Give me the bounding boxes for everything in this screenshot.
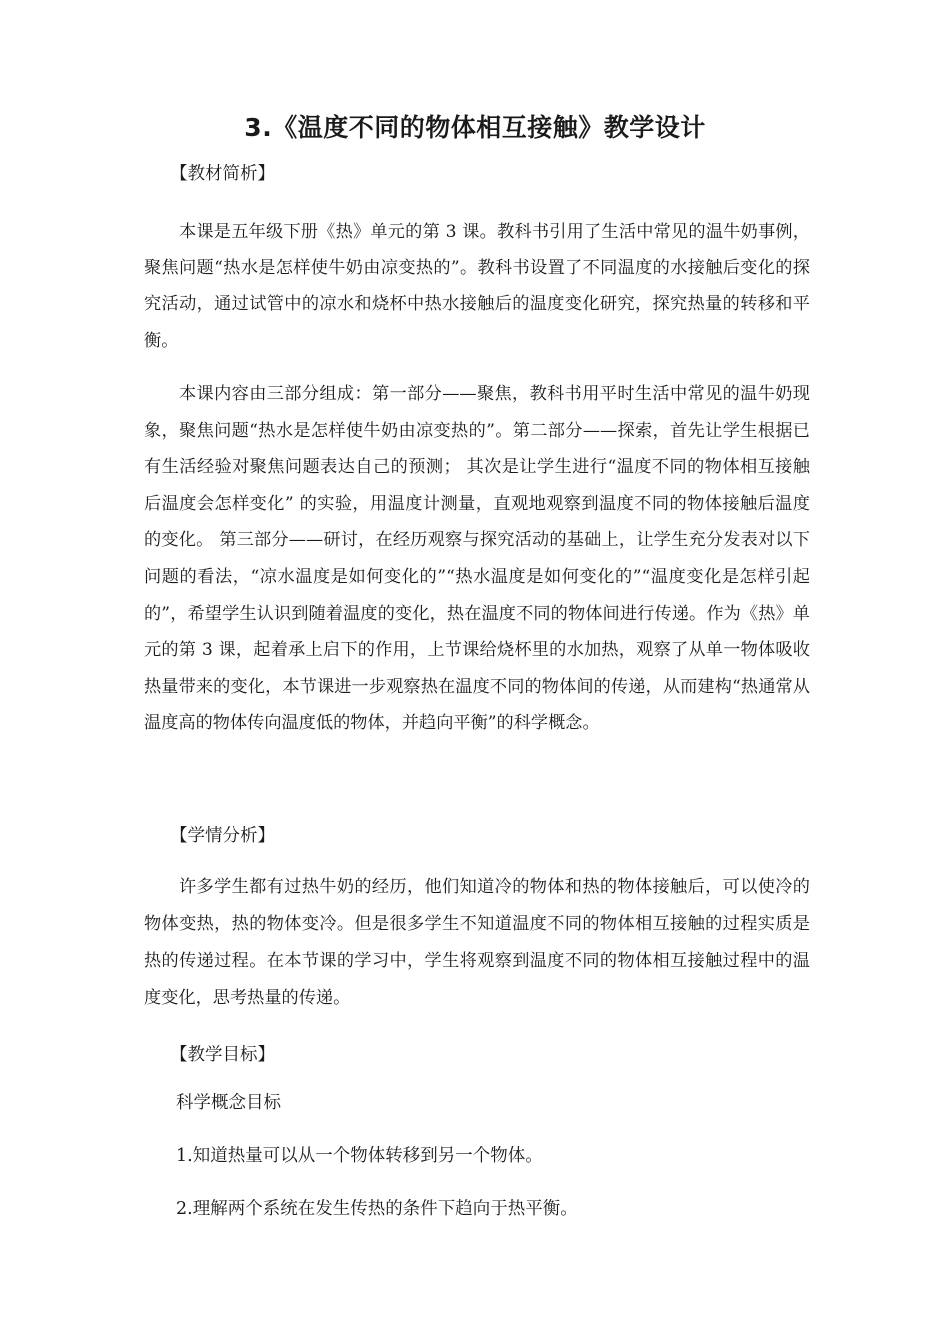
section-heading-goals: 【教学目标】 [170,1045,275,1065]
section-heading-learner: 【学情分析】 [170,826,275,846]
goal-item-2: 2.理解两个系统在发生传热的条件下趋向于热平衡。 [176,1199,578,1219]
goals-subheading: 科学概念目标 [176,1093,281,1113]
paragraph-material-1: 本课是五年级下册《热》单元的第 3 课。教科书引用了生活中常见的温牛奶事例，聚焦问题“热水是怎样使牛奶由凉变热的”。教科书设置了不同温度的水接触后变化的探究活动，通过试管中的凉水和烧杯中热水接触后的温度变化研究，探究热量的转移和平衡。 [144,222,810,351]
goal-item-1: 1.知道热量可以从一个物体转移到另一个物体。 [176,1146,543,1166]
paragraph-learner-1: 许多学生都有过热牛奶的经历，他们知道冷的物体和热的物体接触后，可以使冷的物体变热，热的物体变冷。但是很多学生不知道温度不同的物体相互接触的过程实质是热的传递过程。在本节课的学习中，学生将观察到温度不同的物体相互接触过程中的温度变化，思考热量的传递。 [144,877,810,1008]
document-title: 3.《温度不同的物体相互接触》教学设计 [244,113,706,142]
section-heading-material: 【教材简析】 [170,164,275,184]
paragraph-material-2: 本课内容由三部分组成：第一部分——聚焦，教科书用平时生活中常见的温牛奶现象，聚焦问题“热水是怎样使牛奶由凉变热的”。第二部分——探索，首先让学生根据已有生活经验对聚焦问题表达自己的预测； 其次是让学生进行“温度不同的物体相互接触后温度会怎样变化” 的实验，用温度计测量，直观地观察到温度不同的物体接触后温度的变化。 第三部分——研讨，在经历观察与探究活动的基础上，让学生充分发表对以下问题的看法，“凉水温度是如何变化的”“热水温度是如何变化的”“温度变化是怎样引起的”，希望学生认识到随着温度的变化，热在温度不同的物体间进行传递。作为《热》单元的第 3 课，起着承上启下的作用，上节课给烧杯里的水加热，观察了从单一物体吸收热量带来的变化，本节课进一步观察热在温度不同的物体间的传递，从而建构“热通常从温度高的物体传向温度低的物体，并趋向平衡”的科学概念。 [144,384,810,734]
